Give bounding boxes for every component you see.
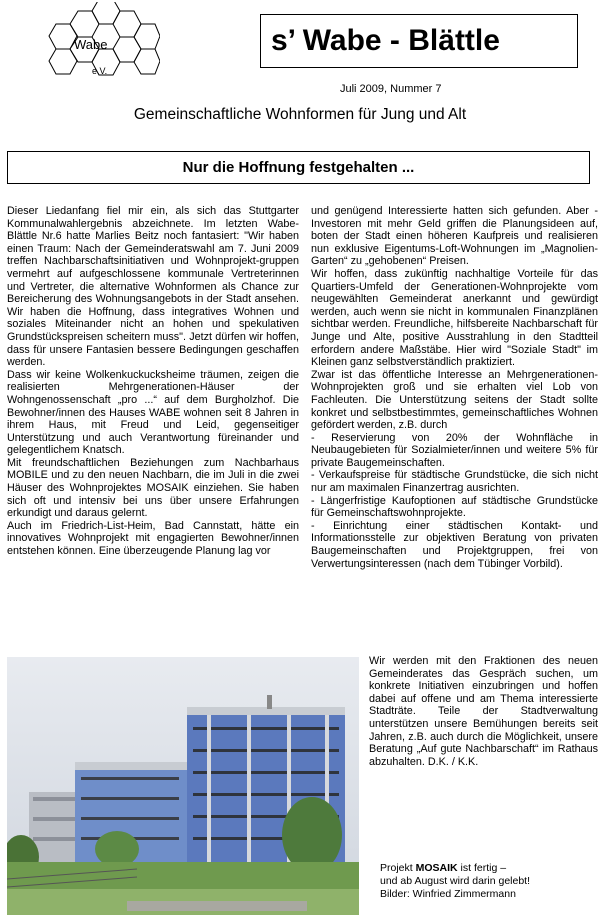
caption-prefix: Projekt xyxy=(380,862,416,874)
paragraph: Zwar ist das öffentliche Interesse an Mehrgenerationen-Wohnprojekten groß und sie erhalten viel Lob von Fachleuten. Die Unterstützung seitens der Stadt sollte konkret und selbstbestimmtes, gemeinschaftliches Wohnen gefördert werden, z.B. durch xyxy=(311,368,598,432)
caption-credit: Bilder: Winfried Zimmermann xyxy=(380,888,516,900)
issue-line: Juli 2009, Nummer 7 xyxy=(340,83,442,95)
caption-suffix: ist fertig – xyxy=(457,862,507,874)
paragraph: Wir hoffen, dass zukünftig nachhaltige Vorteile für das Quartiers-Umfeld der Generationen-Wohnprojekte vom neugewählten Gemeinderat anerkannt und gewürdigt werden, auch wenn sie nicht in kommunalen Finanzplänen sichtbar werden. Freundliche, hilfsbereite Nachbarschaft für Junge und Alte, positive Ausstrahlung in den Stadtteil erfordern andere Maßstäbe. Hier wird "Soziale Stadt" im Kleinen ganz selbstverständlich praktiziert. xyxy=(311,267,598,369)
paragraph: Auch im Friedrich-List-Heim, Bad Cannstatt, hätte ein innovatives Wohnprojekt mit engagierten Bewohner/innen entstehen können. Eine überzeugende Planung lag vor xyxy=(7,519,299,558)
masthead-title: s’ Wabe - Blättle xyxy=(260,14,578,68)
article-column-right xyxy=(311,205,598,570)
article-headline: Nur die Hoffnung festgehalten ... xyxy=(7,151,590,184)
photo-caption xyxy=(380,862,530,901)
paragraph: Mit freundschaftlichen Beziehungen zum Nachbarhaus MOBILE und zu den neuen Nachbarn, die im Juli in die zwei Häuser des Wohnprojektes MOSAIK einziehen. Sie haben sich oft und intensiv bei uns über unsere Erfahrungen erkundigt und daraus gelernt. xyxy=(7,456,299,520)
list-item: - Reservierung von 20% der Wohnfläche in Neubaugebieten für Sozialmieter/innen und weitere 5% für private Baugemeinschaften. xyxy=(311,431,598,469)
building-photo xyxy=(7,657,359,915)
list-item: - Längerfristige Kaufoptionen auf städtische Grundstücke für Gemeinschaftswohnprojekte. xyxy=(311,494,598,520)
list-item: - Verkaufspreise für städtische Grundstücke, die sich nicht nur am maximalen Finanzertrag ausrichten. xyxy=(311,469,598,495)
caption-project-name: MOSAIK xyxy=(415,862,458,874)
caption-line-2: und ab August wird darin gelebt! xyxy=(380,875,531,887)
paragraph: Dass wir keine Wolkenkuckucksheime träumen, zeigen die realisierten Mehrgenerationen-Häuser der Wohngenossenschaft „pro ...“ auf dem Burgholzhof. Die Bewohner/innen des Hauses WABE wohnen seit 8 Jahren in ihrem Haus, mit Freud und Leid, gegenseitiger Unterstützung und auch Verantwortung füreinander und gelegentlichem Knatsch. xyxy=(7,368,299,457)
paragraph: Wir werden mit den Fraktionen des neuen Gemeinderates das Gespräch suchen, um konkrete Initiativen einzubringen und hoffen dabei auf offene und am Thema interessierte Stadträte. Teile der Stadtverwaltung unterstützen unsere Bemühungen bereits seit Jahren, z.B. auch durch die Möglichkeit, unsere Beratung „Auf gute Nachbarschaft“ im Rathaus abzuhalten. D.K. / K.K. xyxy=(369,655,598,768)
logo-subtext: e.V. xyxy=(92,66,108,76)
caption-line-1 xyxy=(380,862,530,875)
article-column-bottom xyxy=(369,655,598,768)
logo-wordmark: Wabe xyxy=(74,37,108,52)
article-column-left xyxy=(7,205,299,558)
paragraph: und genügend Interessierte hatten sich gefunden. Aber - Investoren mit mehr Geld griffen die Planungsideen auf, boten der Stadt einen höheren Kaufpreis und realisieren nun exklusive Eigentums-Loft-Wohnungen im „Magnolien-Garten“ zu „gehobenen“ Preisen. xyxy=(311,205,598,268)
paragraph: Dieser Liedanfang fiel mir ein, als sich das Stuttgarter Kommunalwahlergebnis abzeichnete. Im letzten Wabe-Blättle Nr.6 hatte Marlies Beitz noch fantasiert: "Wir haben einen Traum: Nach der Gemeinderatswahl am 7. Juni 2009 treffen Nachbarschaftsinitiativen und Wohnprojekt-gruppen vermehrt auf aufgeschlossene kommunale Vertreterinnen und Vertreter, die alternative Wohnformen als Chance zur Bereicherung des Wohnungsangebots in der Stadt ansehen. Wir haben die Hoffnung, dass integratives Wohnen und soziales Miteinander nicht an hohen und spekulativen Grundstückspreisen scheitern muss". Jetzt dürfen wir hoffen, dass für unsere Fantasien bessere Bedingungen geschaffen werden. xyxy=(7,205,299,369)
list-item: - Einrichtung einer städtischen Kontakt- und Informationsstelle zur objektiven Beratung von privaten Baugemeinschaften und Projektgruppen, frei von Verwertungsinteressen (nach dem Tübinger Vorbild). xyxy=(311,519,598,570)
page-subtitle: Gemeinschaftliche Wohnformen für Jung und Alt xyxy=(133,106,467,123)
